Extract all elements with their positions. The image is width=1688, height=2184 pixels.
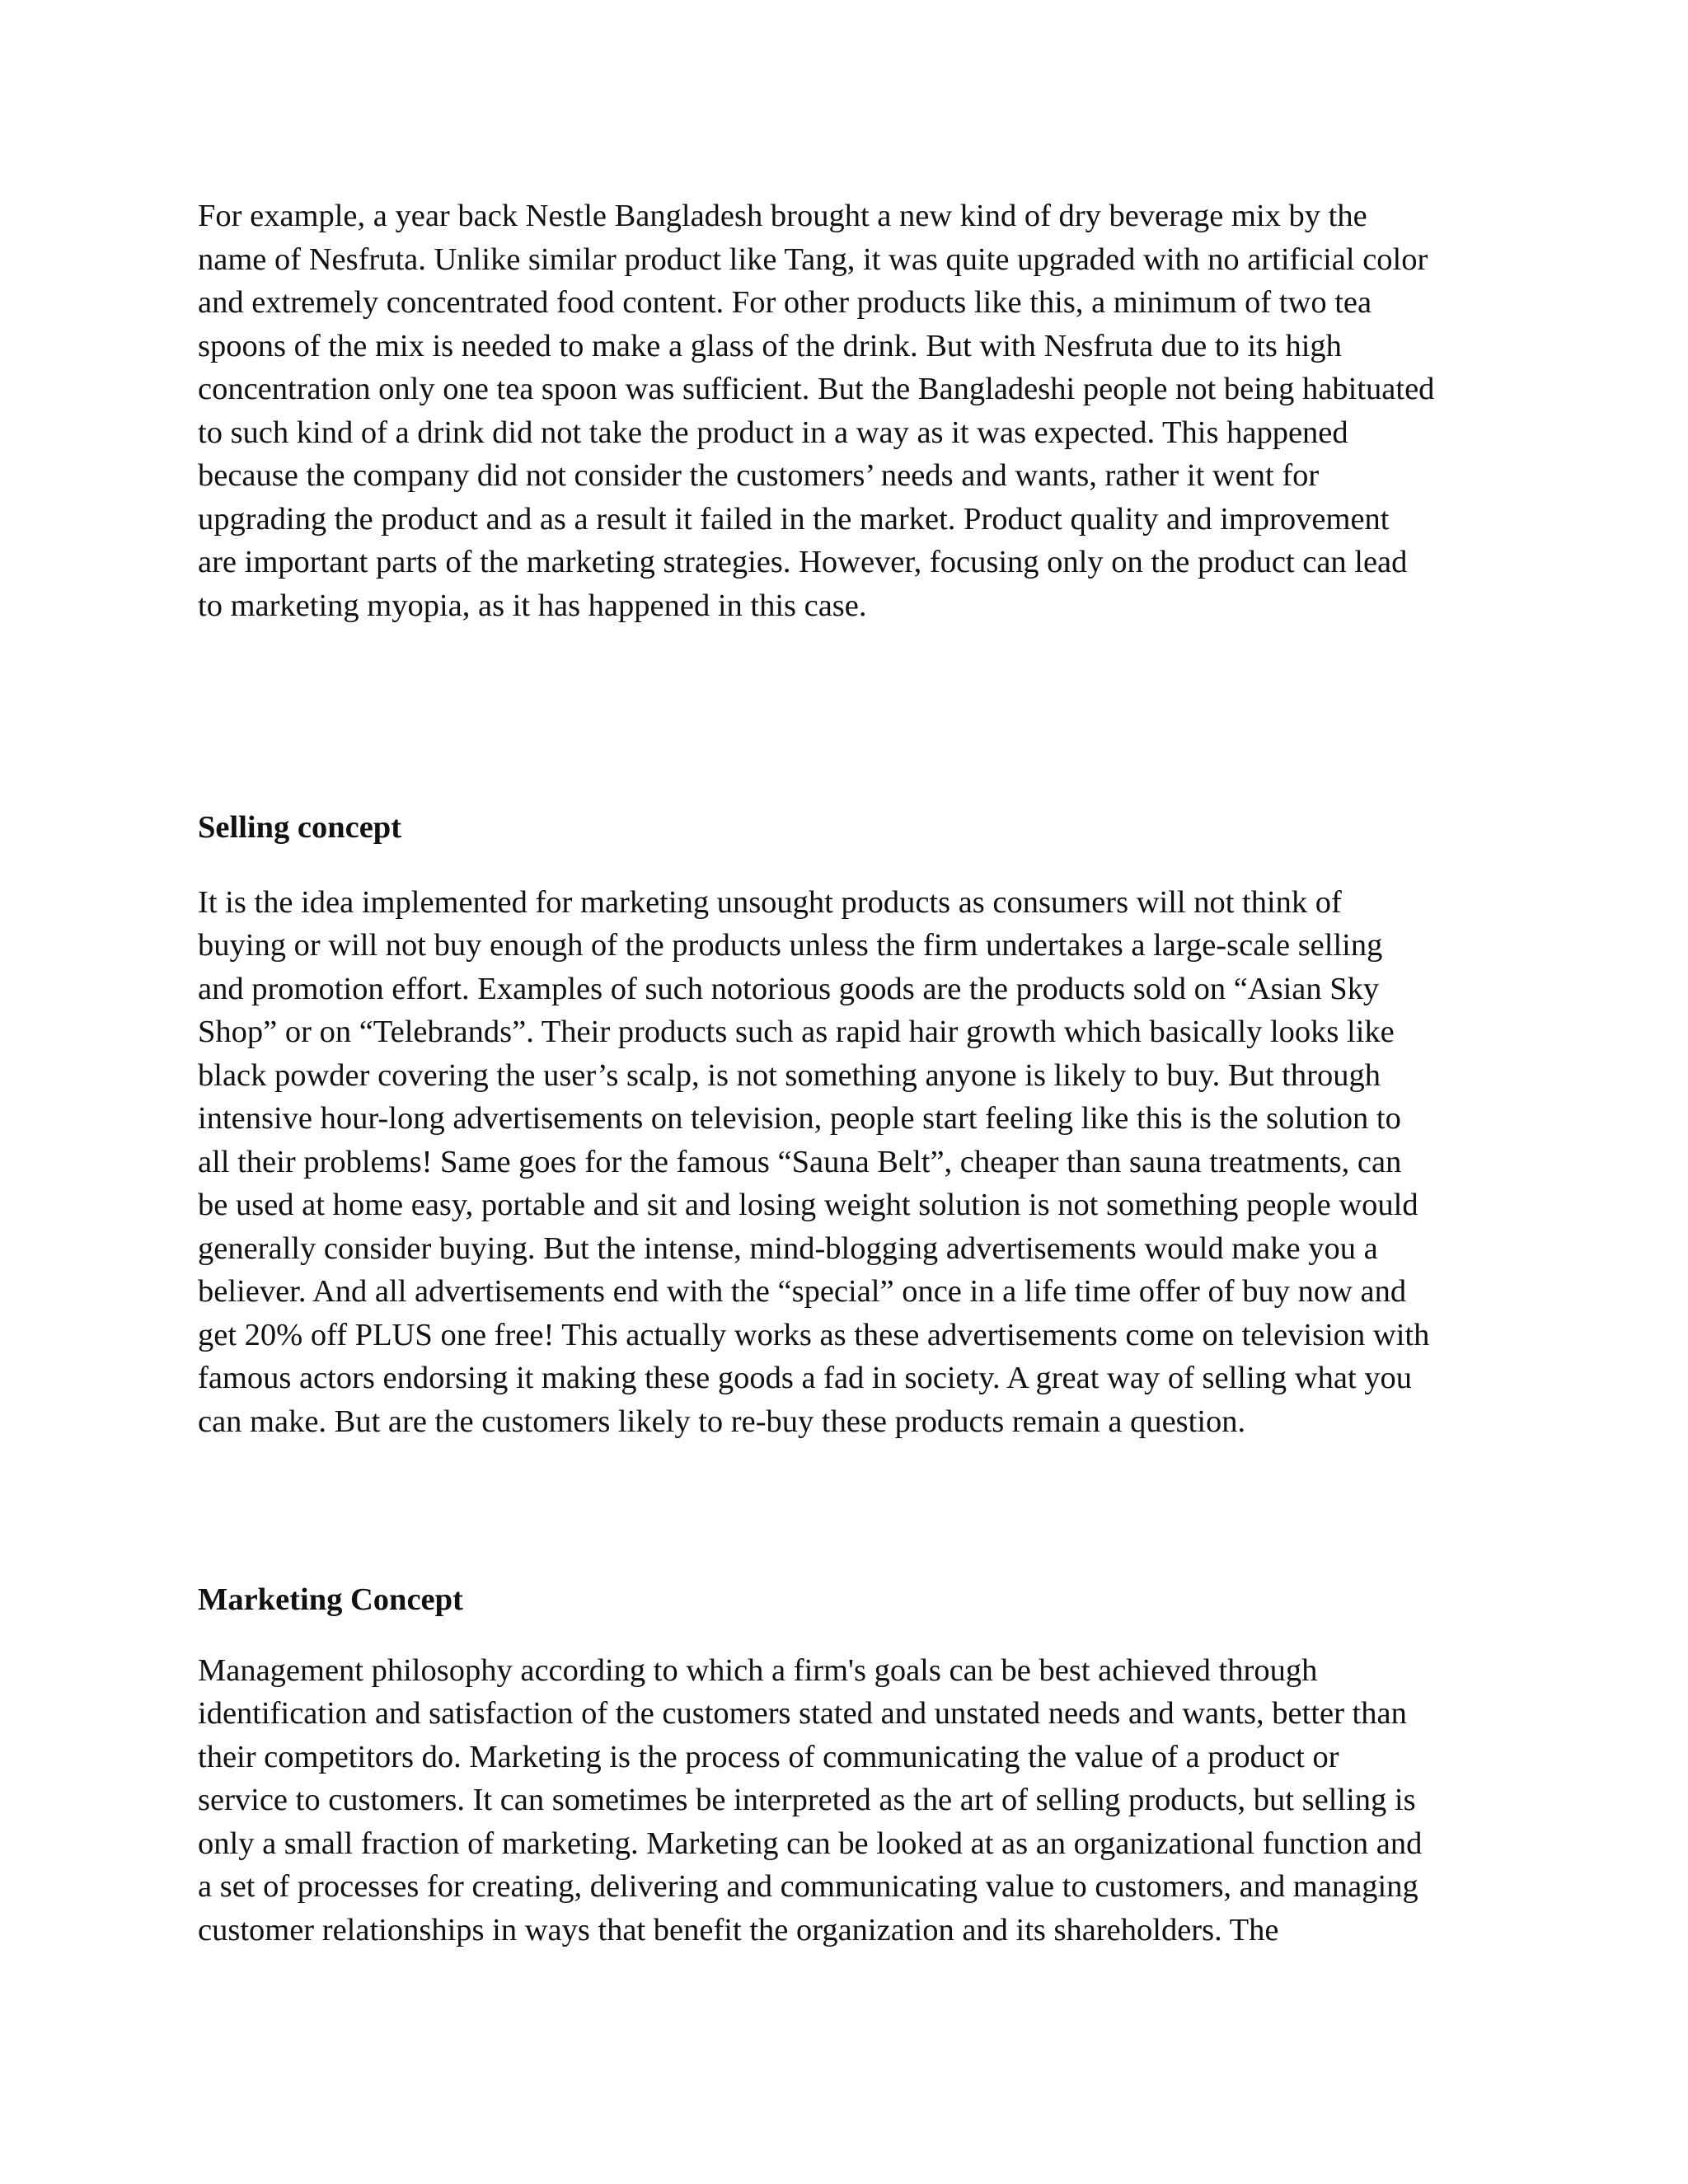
text-line: customer relationships in ways that benefit the organization and its shareholders. The xyxy=(198,1912,1279,1947)
text-line: to marketing myopia, as it has happened in this case. xyxy=(198,588,867,623)
text-line: intensive hour-long advertisements on television, people start feeling like this is the solution to xyxy=(198,1101,1401,1136)
text-line: be used at home easy, portable and sit and losing weight solution is not something people would xyxy=(198,1188,1418,1222)
text-line: buying or will not buy enough of the products unless the firm undertakes a large-scale selling xyxy=(198,928,1383,963)
text-line: name of Nesfruta. Unlike similar product like Tang, it was quite upgraded with no artificial color xyxy=(198,241,1428,277)
text-line: generally consider buying. But the intense, mind-blogging advertisements would make you a xyxy=(198,1230,1378,1266)
text-line: service to customers. It can sometimes be interpreted as the art of selling products, but selling is xyxy=(198,1783,1416,1817)
text-line: and promotion effort. Examples of such notorious goods are the products sold on “Asian Sky xyxy=(198,971,1380,1006)
text-line: all their problems! Same goes for the famous “Sauna Belt”, cheaper than sauna treatments, can xyxy=(198,1144,1402,1179)
text-line: get 20% off PLUS one free! This actually works as these advertisements come on television with xyxy=(198,1317,1430,1352)
text-line: believer. And all advertisements end with the “special” once in a life time offer of buy now and xyxy=(198,1274,1407,1309)
paragraph-marketing-concept xyxy=(198,1649,1500,1952)
text-line: concentration only one tea spoon was sufficient. But the Bangladeshi people not being habituated xyxy=(198,372,1435,406)
heading-selling-concept: Selling concept xyxy=(198,810,402,845)
heading-marketing-concept: Marketing Concept xyxy=(198,1582,463,1617)
text-line: For example, a year back Nestle Bangladesh brought a new kind of dry beverage mix by the xyxy=(198,199,1367,233)
text-line: black powder covering the user’s scalp, is not something anyone is likely to buy. But through xyxy=(198,1057,1381,1093)
document-body xyxy=(198,194,1500,1952)
text-line: famous actors endorsing it making these goods a fad in society. A great way of selling what you xyxy=(198,1361,1413,1395)
text-line: upgrading the product and as a result it failed in the market. Product quality and improvement xyxy=(198,501,1390,537)
text-line: and extremely concentrated food content. For other products like this, a minimum of two tea xyxy=(198,285,1372,320)
text-line: only a small fraction of marketing. Marketing can be looked at as an organizational function and xyxy=(198,1825,1423,1861)
text-line: a set of processes for creating, delivering and communicating value to customers, and managing xyxy=(198,1869,1418,1904)
text-line: spoons of the mix is needed to make a glass of the drink. But with Nesfruta due to its high xyxy=(198,328,1342,363)
text-line: can make. But are the customers likely to re-buy these products remain a question. xyxy=(198,1404,1246,1439)
text-line: are important parts of the marketing strategies. However, focusing only on the product can lead xyxy=(198,545,1408,579)
text-line: because the company did not consider the customers’ needs and wants, rather it went for xyxy=(198,458,1320,493)
paragraph-selling-concept xyxy=(198,881,1500,1444)
text-line: It is the idea implemented for marketing unsought products as consumers will not think of xyxy=(198,884,1342,920)
text-line: to such kind of a drink did not take the product in a way as it was expected. This happened xyxy=(198,415,1348,450)
text-line: identification and satisfaction of the customers stated and unstated needs and wants, better than xyxy=(198,1696,1407,1731)
paragraph-intro xyxy=(198,194,1500,627)
text-line: Shop” or on “Telebrands”. Their products such as rapid hair growth which basically looks like xyxy=(198,1015,1395,1049)
text-line: Management philosophy according to which a firm's goals can be best achieved through xyxy=(198,1652,1318,1688)
text-line: their competitors do. Marketing is the process of communicating the value of a product or xyxy=(198,1739,1339,1774)
